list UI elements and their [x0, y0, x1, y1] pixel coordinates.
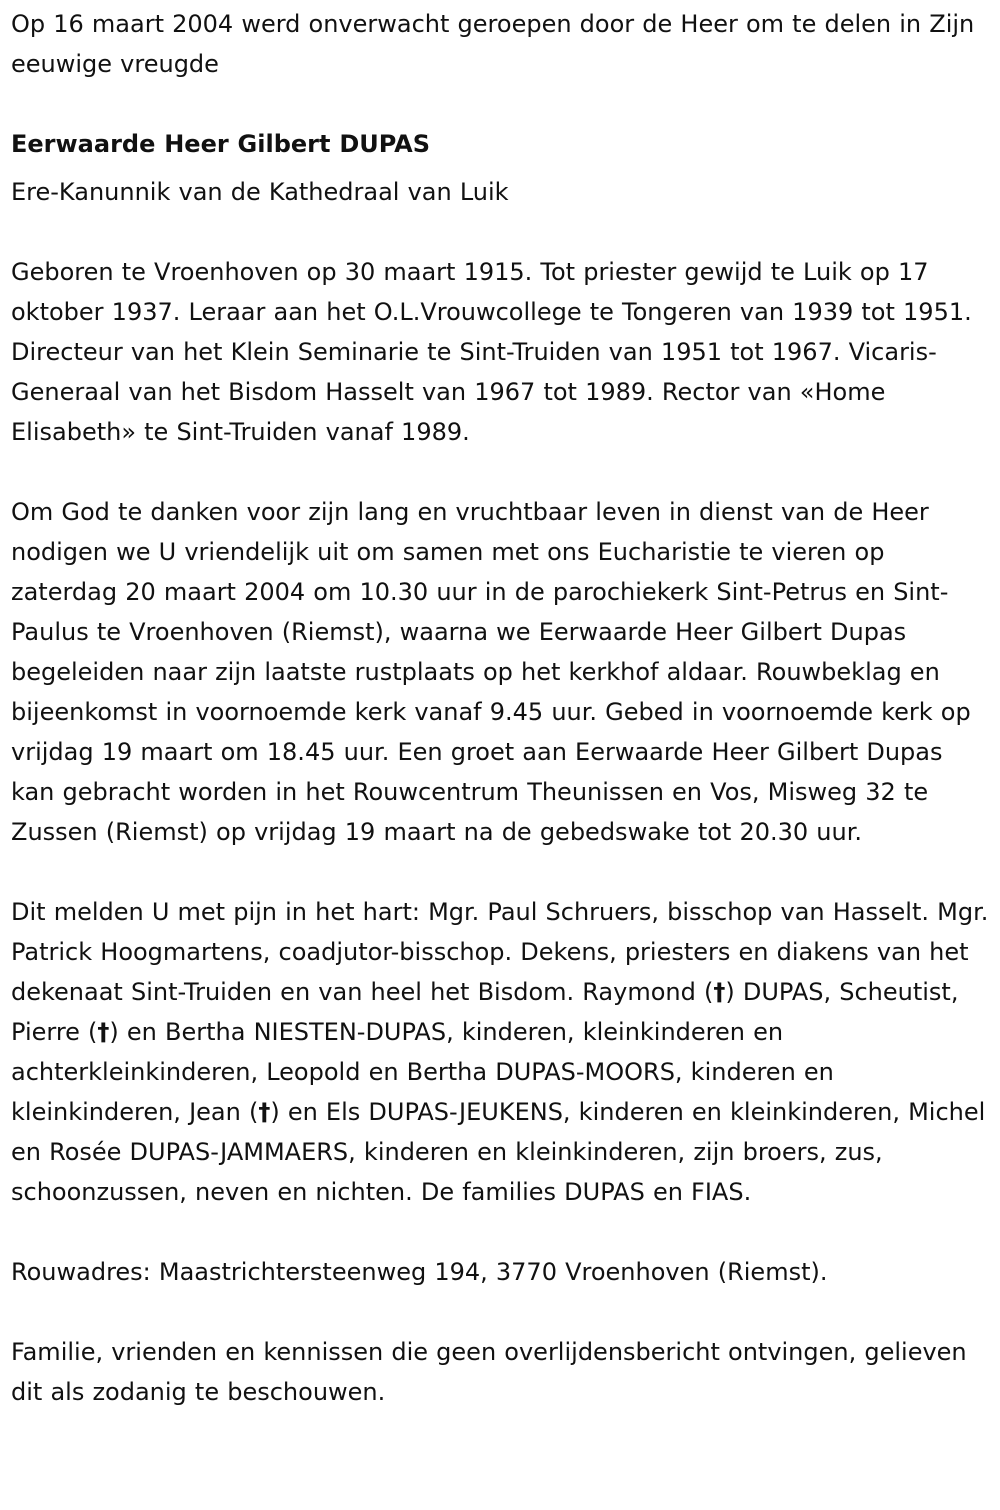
family-text-part: ) DUPAS, Scheutist, Pierre ( — [11, 978, 959, 1046]
family-paragraph — [11, 892, 991, 1212]
cross-icon: † — [97, 1018, 110, 1046]
deceased-title: Ere-Kanunnik van de Kathedraal van Luik — [11, 178, 509, 206]
family-text-part: Dit melden U met pijn in het hart: Mgr. Paul Schruers, bisschop van Hasselt. Mgr. Patrick Hoogmartens, coadjutor-bisschop. Dekens, priesters en diakens van het dekenaat Sint-Truiden en van heel het Bisdom. Raymond ( — [11, 898, 989, 1006]
obituary-document — [11, 4, 991, 1412]
ceremony-paragraph: Om God te danken voor zijn lang en vruchtbaar leven in dienst van de Heer nodigen we U vriendelijk uit om samen met ons Eucharistie te vieren op zaterdag 20 maart 2004 om 10.30 uur in de parochiekerk Sint-Petrus en Sint-Paulus te Vroenhoven (Riemst), waarna we Eerwaarde Heer Gilbert Dupas begeleiden naar zijn laatste rustplaats op het kerkhof aldaar. Rouwbeklag en bijeenkomst in voornoemde kerk vanaf 9.45 uur. Gebed in voornoemde kerk op vrijdag 19 maart om 18.45 uur. Een groet aan Eerwaarde Heer Gilbert Dupas kan gebracht worden in het Rouwcentrum Theunissen en Vos, Misweg 32 te Zussen (Riemst) op vrijdag 19 maart na de gebedswake tot 20.30 uur. — [11, 498, 971, 846]
closing-paragraph: Familie, vrienden en kennissen die geen overlijdensbericht ontvingen, gelieven dit als zodanig te beschouwen. — [11, 1338, 967, 1406]
cross-icon: † — [258, 1098, 271, 1126]
family-text-part: ) en Bertha NIESTEN-DUPAS, kinderen, kleinkinderen en achterkleinkinderen, Leopold en Bertha DUPAS-MOORS, kinderen en kleinkinderen, Jean ( — [11, 1018, 834, 1126]
mourning-address: Rouwadres: Maastrichtersteenweg 194, 3770 Vroenhoven (Riemst). — [11, 1258, 828, 1286]
biography-paragraph: Geboren te Vroenhoven op 30 maart 1915. Tot priester gewijd te Luik op 17 oktober 1937. Leraar aan het O.L.Vrouwcollege te Tongeren van 1939 tot 1951. Directeur van het Klein Seminarie te Sint-Truiden van 1951 tot 1967. Vicaris-Generaal van het Bisdom Hasselt van 1967 tot 1989. Rector van «Home Elisabeth» te Sint-Truiden vanaf 1989. — [11, 258, 972, 446]
intro-text: Op 16 maart 2004 werd onverwacht geroepen door de Heer om te delen in Zijn eeuwige vreugde — [11, 10, 975, 78]
family-text-part: ) en Els DUPAS-JEUKENS, kinderen en kleinkinderen, Michel en Rosée DUPAS-JAMMAERS, kinderen en kleinkinderen, zijn broers, zus, schoonzussen, neven en nichten. De families DUPAS en FIAS. — [11, 1098, 986, 1206]
deceased-name: Eerwaarde Heer Gilbert DUPAS — [11, 130, 430, 158]
cross-icon: † — [713, 978, 726, 1006]
